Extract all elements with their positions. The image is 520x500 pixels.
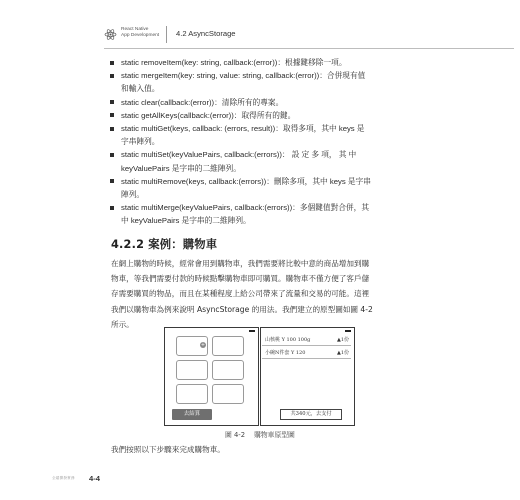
paragraph-line: 物車，等我們需要付款的時候點擊購物車即可購買。購物車不僅方便了客戶儲 [111, 274, 370, 284]
list-item-text: 和輸入值。 [121, 84, 160, 94]
checkout-button: 去結算 [172, 409, 212, 420]
page-number: 4-4 [89, 474, 100, 483]
cart-item-name: 小碗N件套 Y 120 [265, 350, 306, 356]
list-item-text: static removeItem(key: string, callback:(error))：根據鍵移除一項。 [121, 58, 347, 67]
cart-item-qty: ▲1份 [336, 350, 349, 356]
running-head-title: 4.2 AsyncStorage [176, 29, 236, 38]
status-bar-icon [345, 330, 351, 332]
list-item-text: static clear(callback:(error))：清除所有的專案。 [121, 97, 284, 107]
figure-caption [225, 429, 295, 439]
list-item-text: 陣列。 [121, 190, 145, 200]
list-item-text: static multiMerge(keyValuePairs, callback:(errors))：多個鍵值對合併，其 [121, 203, 370, 213]
bullet-square-icon [110, 100, 114, 104]
header-rule [104, 48, 514, 49]
product-tile [212, 384, 244, 404]
list-item [108, 109, 408, 122]
list-item [108, 122, 408, 148]
cart-item-qty: ▲1份 [336, 337, 349, 343]
list-item-text: keyValuePairs 是字串的二維陣列。 [121, 163, 241, 173]
cart-item-row [262, 348, 351, 359]
product-tile [212, 336, 244, 356]
bullet-square-icon [110, 206, 114, 210]
list-item-text: static multiRemove(keys, callback:(errors))：刪除多項，其中 keys 是字串 [121, 176, 371, 186]
list-item [108, 175, 408, 201]
paragraph-line: 在網上購物的時候，經常會用到購物車，我們需要將比較中意的商品增加到購 [111, 259, 370, 268]
bullet-square-icon [110, 74, 114, 78]
header-divider [166, 26, 167, 43]
list-item [108, 56, 408, 69]
book-logo-text [121, 27, 159, 39]
page-header [104, 26, 504, 46]
paragraph-line: 我們以購物車為例來說明 AsyncStorage 的用法。我們建立的原型圖如圖 4-2 [111, 304, 373, 314]
bullet-square-icon [110, 179, 114, 183]
body-paragraph [111, 256, 407, 332]
logo-line-1: React Native [121, 27, 149, 32]
closing-sentence: 我們按照以下步驟來完成購物車。 [111, 445, 225, 454]
bullet-square-icon [110, 61, 114, 65]
list-item-text: static multiSet(keyValuePairs, callback:(errors))： 設 定 多 項， 其 中 [121, 150, 357, 160]
react-logo-icon [104, 28, 117, 41]
add-icon: + [200, 342, 206, 348]
section-heading: 4.2.2 案例：購物車 [111, 238, 218, 251]
list-item [108, 96, 408, 109]
list-item [108, 69, 408, 95]
figure-number: 圖 4-2 [225, 431, 246, 439]
list-item-text: static multiGet(keys, callback: (errors, result))：取得多項，其中 keys 是 [121, 124, 365, 134]
list-item-text: static getAllKeys(callback:(error))：取得所有的鍵。 [121, 110, 296, 120]
footer-watermark: 全端開發實務 [52, 476, 75, 480]
list-item [108, 201, 408, 227]
product-tile [176, 360, 208, 380]
list-item-text: 中 keyValuePairs 是字串的二維陣列。 [121, 216, 251, 226]
list-item [108, 148, 408, 174]
status-bar-icon [249, 330, 255, 332]
logo-line-2: App Development [121, 33, 160, 38]
paragraph-line: 所示。 [111, 319, 134, 329]
cart-item-name: 山核桃 Y 100 100g [265, 337, 311, 343]
paragraph-line: 存需要購買的物品，而且在某種程度上給公司帶來了流量和交易的可能。這裡 [111, 289, 370, 299]
product-tile [212, 360, 244, 380]
figure-caption-text: 購物車原型圖 [254, 431, 295, 439]
product-tile [176, 384, 208, 404]
list-item-text: 字串陣列。 [121, 137, 160, 147]
bullet-square-icon [110, 113, 114, 117]
pay-button: 共340元，去支付 [280, 409, 342, 420]
api-method-list [108, 56, 408, 228]
bullet-square-icon [110, 127, 114, 131]
list-item-text: static mergeItem(key: string, value: string, callback:(error))：合併現有值 [121, 71, 366, 81]
bullet-square-icon [110, 153, 114, 157]
cart-item-row [262, 335, 351, 346]
